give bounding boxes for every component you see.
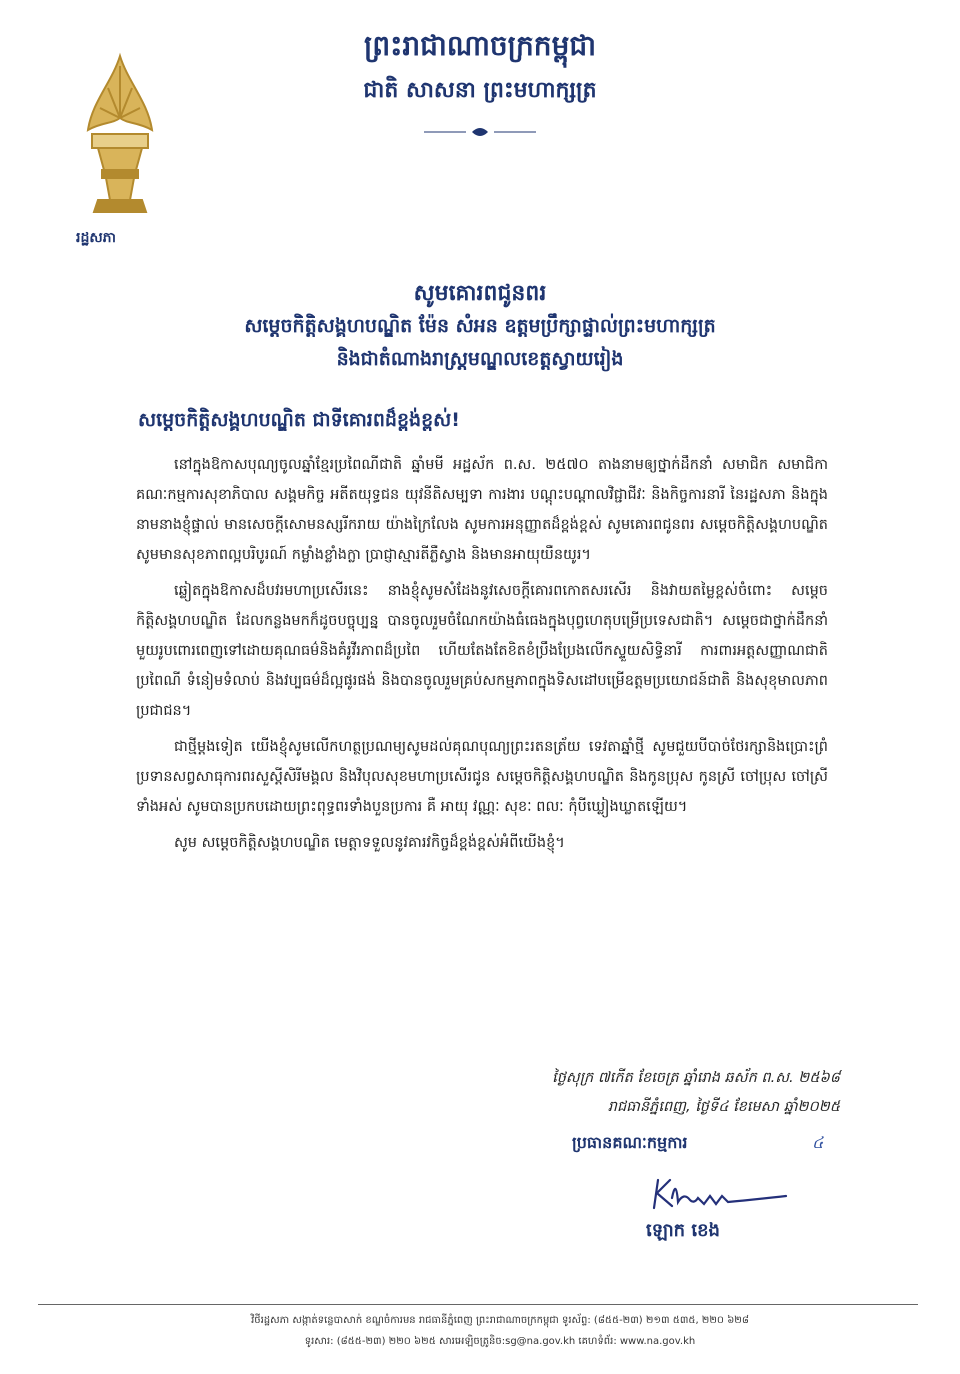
signatory-mark: ៤	[812, 1133, 824, 1152]
handwritten-signature	[650, 1174, 790, 1212]
kingdom-motto: ជាតិ សាសនា ព្រះមហាក្សត្រ	[363, 78, 597, 103]
body-paragraph-1: នៅក្នុងឱកាសបុណ្យចូលឆ្នាំខ្មែរប្រពៃណីជាតិ ឆ្នាំមមី អដ្ឋស័ក ព.ស. ២៥៧០ តាងនាមឲ្យថ្នាក់ដឹកនាំ សមាជិក សមាជិកា គណៈកម្មការសុខាភិបាល សង្គមកិច្ច អតីតយុទ្ធជន យុវនីតិសម្បទា ការងារ បណ្ដុះបណ្ដាលវិជ្ជាជីវៈ និងកិច្ចការនារី នៃរដ្ឋសភា និងក្នុងនាមនាងខ្ញុំផ្ទាល់ មានសេចក្ដីសោមនស្សរីករាយ យ៉ាងក្រៃលែង សូមការអនុញ្ញាតដ៏ខ្ពង់ខ្ពស់ សូមគោរពជូនពរ សម្ដេចកិត្តិសង្គហបណ្ឌិត សូមមានសុខភាពល្អបរិបូរណ៍ កម្លាំងខ្លាំងក្លា ប្រាជ្ញាស្មារតីភ្លឺស្វាង និងមានអាយុយឺនយូរ។	[136, 457, 828, 563]
letterhead-footer	[150, 1310, 850, 1352]
signatory-title: ប្រធានគណៈកម្មការ	[572, 1133, 688, 1152]
kingdom-header: ព្រះរាជាណាចក្រកម្ពុជា	[363, 29, 596, 62]
title-line-2: សម្ដេចកិត្តិសង្គហបណ្ឌិត ម៉ែន សំអន ឧត្តមប្រឹក្សាផ្ទាល់ព្រះមហាក្សត្រ	[244, 315, 716, 337]
ornament-divider	[420, 124, 540, 140]
signatory-name: ឡោក ខេង	[646, 1220, 720, 1241]
footer-contact: ទូរសារ: (៨៥៥-២៣) ២២០ ៦២៥ សារអេឡិចត្រូនិច:sg@na.gov.kh គេហទំព័រ: www.na.gov.kh	[304, 1336, 696, 1347]
date-block	[480, 1064, 840, 1122]
solar-date: រាជធានីភ្នំពេញ, ថ្ងៃទី៤ ខែមេសា ឆ្នាំ២០២៥	[607, 1099, 840, 1115]
letter-title	[150, 278, 810, 376]
body-paragraph-closing: សូម សម្ដេចកិត្តិសង្គហបណ្ឌិត មេត្តាទទួលនូវគារវកិច្ចដ៏ខ្ពង់ខ្ពស់អំពីយើងខ្ញុំ។	[174, 835, 565, 851]
body-paragraph-2: ឆ្លៀតក្នុងឱកាសដ៏បវរមហាប្រសើរនេះ នាងខ្ញុំសូមសំដែងនូវសេចក្ដីគោរពកោតសរសើរ និងវាយតម្លៃខ្ពស់ចំពោះ សម្ដេចកិត្តិសង្គហបណ្ឌិត ដែលកន្លងមកក៏ដូចបច្ចុប្បន្ន បានចូលរួមចំណែកយ៉ាងធំធេងក្នុងបុព្វហេតុបម្រើប្រទេសជាតិ។ សម្ដេចជាថ្នាក់ដឹកនាំមួយរូបពោរពេញទៅដោយគុណធម៌និងគំរូវីរភាពដ៏ប្រពៃ ហើយតែងតែខិតខំប្រឹងប្រែងលើកស្ទួយសិទ្ធិនារី ការពារអត្តសញ្ញាណជាតិ ប្រពៃណី ទំនៀមទំលាប់ និងវប្បធម៌ដ៏ល្អផូរផង់ និងបានចូលរួមគ្រប់សកម្មភាពក្នុងទិសដៅបម្រើឧត្តមប្រយោជន៍ជាតិ និងសុខុមាលភាពប្រជាជន។	[136, 583, 828, 719]
lunar-date: ថ្ងៃសុក្រ ៧កើត ខែចេត្រ ឆ្នាំរោង ឆស័ក ព.ស. ២៥៦៨	[552, 1070, 840, 1086]
title-line-1: សូមគោរពជូនពរ	[413, 281, 547, 306]
title-line-3: និងជាតំណាងរាស្ត្រមណ្ឌលខេត្តស្វាយរៀង	[336, 348, 624, 370]
letter-body	[136, 450, 828, 864]
national-assembly-emblem	[72, 52, 168, 220]
salutation: សម្ដេចកិត្តិសង្គហបណ្ឌិត ជាទីគោរពដ៏ខ្ពង់ខ្ពស់!	[138, 409, 460, 431]
footer-divider	[38, 1304, 918, 1305]
footer-address: វិថីរដ្ឋសភា សង្កាត់ទន្លេបាសាក់ ខណ្ឌចំការមន រាជធានីភ្នំពេញ ព្រះរាជាណាចក្រកម្ពុជា ទូរស័ព្ទ: (៨៥៥-២៣) ២១៣ ៥៣៥, ២២០ ៦២៨	[251, 1315, 749, 1326]
body-paragraph-3: ជាថ្មីម្ដងទៀត យើងខ្ញុំសូមលើកហត្ថប្រណម្យសូមដល់គុណបុណ្យព្រះរតនត្រ័យ ទេវតាឆ្នាំថ្មី សូមជួយបីបាច់ថែរក្សានិងប្រោះព្រំប្រទានសព្វសាធុការពរសួស្ដីសិរីមង្គល និងវិបុលសុខមហាប្រសើរជូន សម្ដេចកិត្តិសង្គហបណ្ឌិត និងកូនប្រុស កូនស្រី ចៅប្រុស ចៅស្រីទាំងអស់ សូមបានប្រកបដោយព្រះពុទ្ធពរទាំងបួនប្រការ គឺ អាយុ វណ្ណៈ សុខៈ ពលៈ កុំបីឃ្លៀងឃ្លាតឡើយ។	[136, 739, 828, 815]
emblem-caption: រដ្ឋសភា	[76, 230, 116, 246]
